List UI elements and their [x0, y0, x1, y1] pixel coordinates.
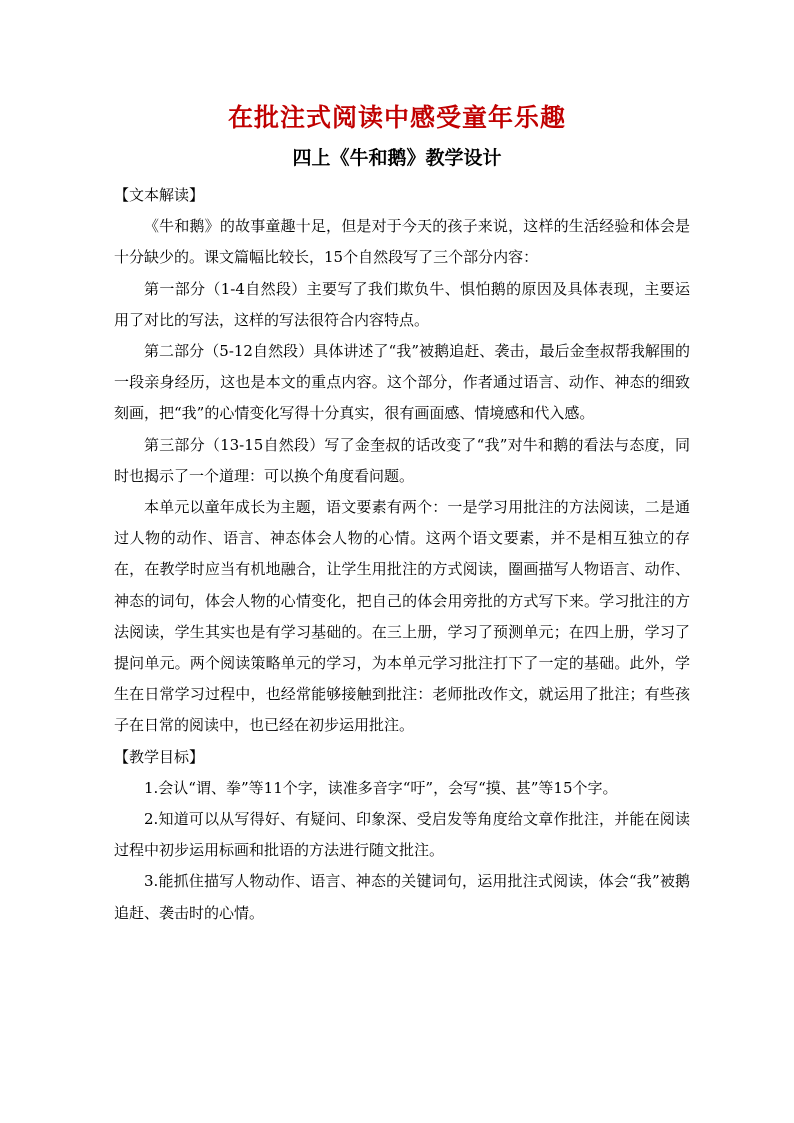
section-heading-objectives: 【教学目标】	[114, 747, 205, 766]
objective-item: 1.会认“谓、拳”等11个字，读准多音字“吁”，会写“摸、甚”等15个字。	[144, 778, 618, 797]
document-body	[114, 180, 690, 929]
objective-item: 3.能抓住描写人物动作、语言、神态的关键词句，运用批注式阅读，体会“我”被鹅追赶、袭击时的心情。	[114, 872, 690, 922]
objective-item: 2.知道可以从写得好、有疑问、印象深、受启发等角度给文章作批注，并能在阅读过程中初步运用标画和批语的方法进行随文批注。	[114, 810, 690, 860]
paragraph: 第三部分（13-15自然段）写了金奎叔的话改变了“我”对牛和鹅的看法与态度，同时也揭示了一个道理：可以换个角度看问题。	[114, 435, 690, 485]
paragraph: 本单元以童年成长为主题，语文要素有两个：一是学习用批注的方法阅读，二是通过人物的动作、语言、神态体会人物的心情。这两个语文要素，并不是相互独立的存在，在教学时应当有机地融合，让学生用批注的方式阅读，圈画描写人物语言、动作、神态的词句，体会人物的心情变化，把自己的体会用旁批的方式写下来。学习批注的方法阅读，学生其实也是有学习基础的。在三上册，学习了预测单元；在四上册，学习了提问单元。两个阅读策略单元的学习，为本单元学习批注打下了一定的基础。此外，学生在日常学习过程中，也经常能够接触到批注：老师批改作文，就运用了批注；有些孩子在日常的阅读中，也已经在初步运用批注。	[114, 498, 690, 735]
paragraph: 《牛和鹅》的故事童趣十足，但是对于今天的孩子来说，这样的生活经验和体会是十分缺少的。课文篇幅比较长，15个自然段写了三个部分内容：	[114, 217, 690, 267]
paragraph: 第一部分（1-4自然段）主要写了我们欺负牛、惧怕鹅的原因及具体表现，主要运用了对比的写法，这样的写法很符合内容特点。	[114, 279, 690, 329]
section-heading-interpretation: 【文本解读】	[114, 186, 205, 204]
paragraph: 第二部分（5-12自然段）具体讲述了“我”被鹅追赶、袭击，最后金奎叔帮我解围的一段亲身经历，这也是本文的重点内容。这个部分，作者通过语言、动作、神态的细致刻画，把“我”的心情变化写得十分真实，很有画面感、情境感和代入感。	[114, 342, 690, 423]
document-title: 在批注式阅读中感受童年乐趣	[227, 103, 566, 132]
document-subtitle: 四上《牛和鹅》教学设计	[292, 147, 502, 169]
